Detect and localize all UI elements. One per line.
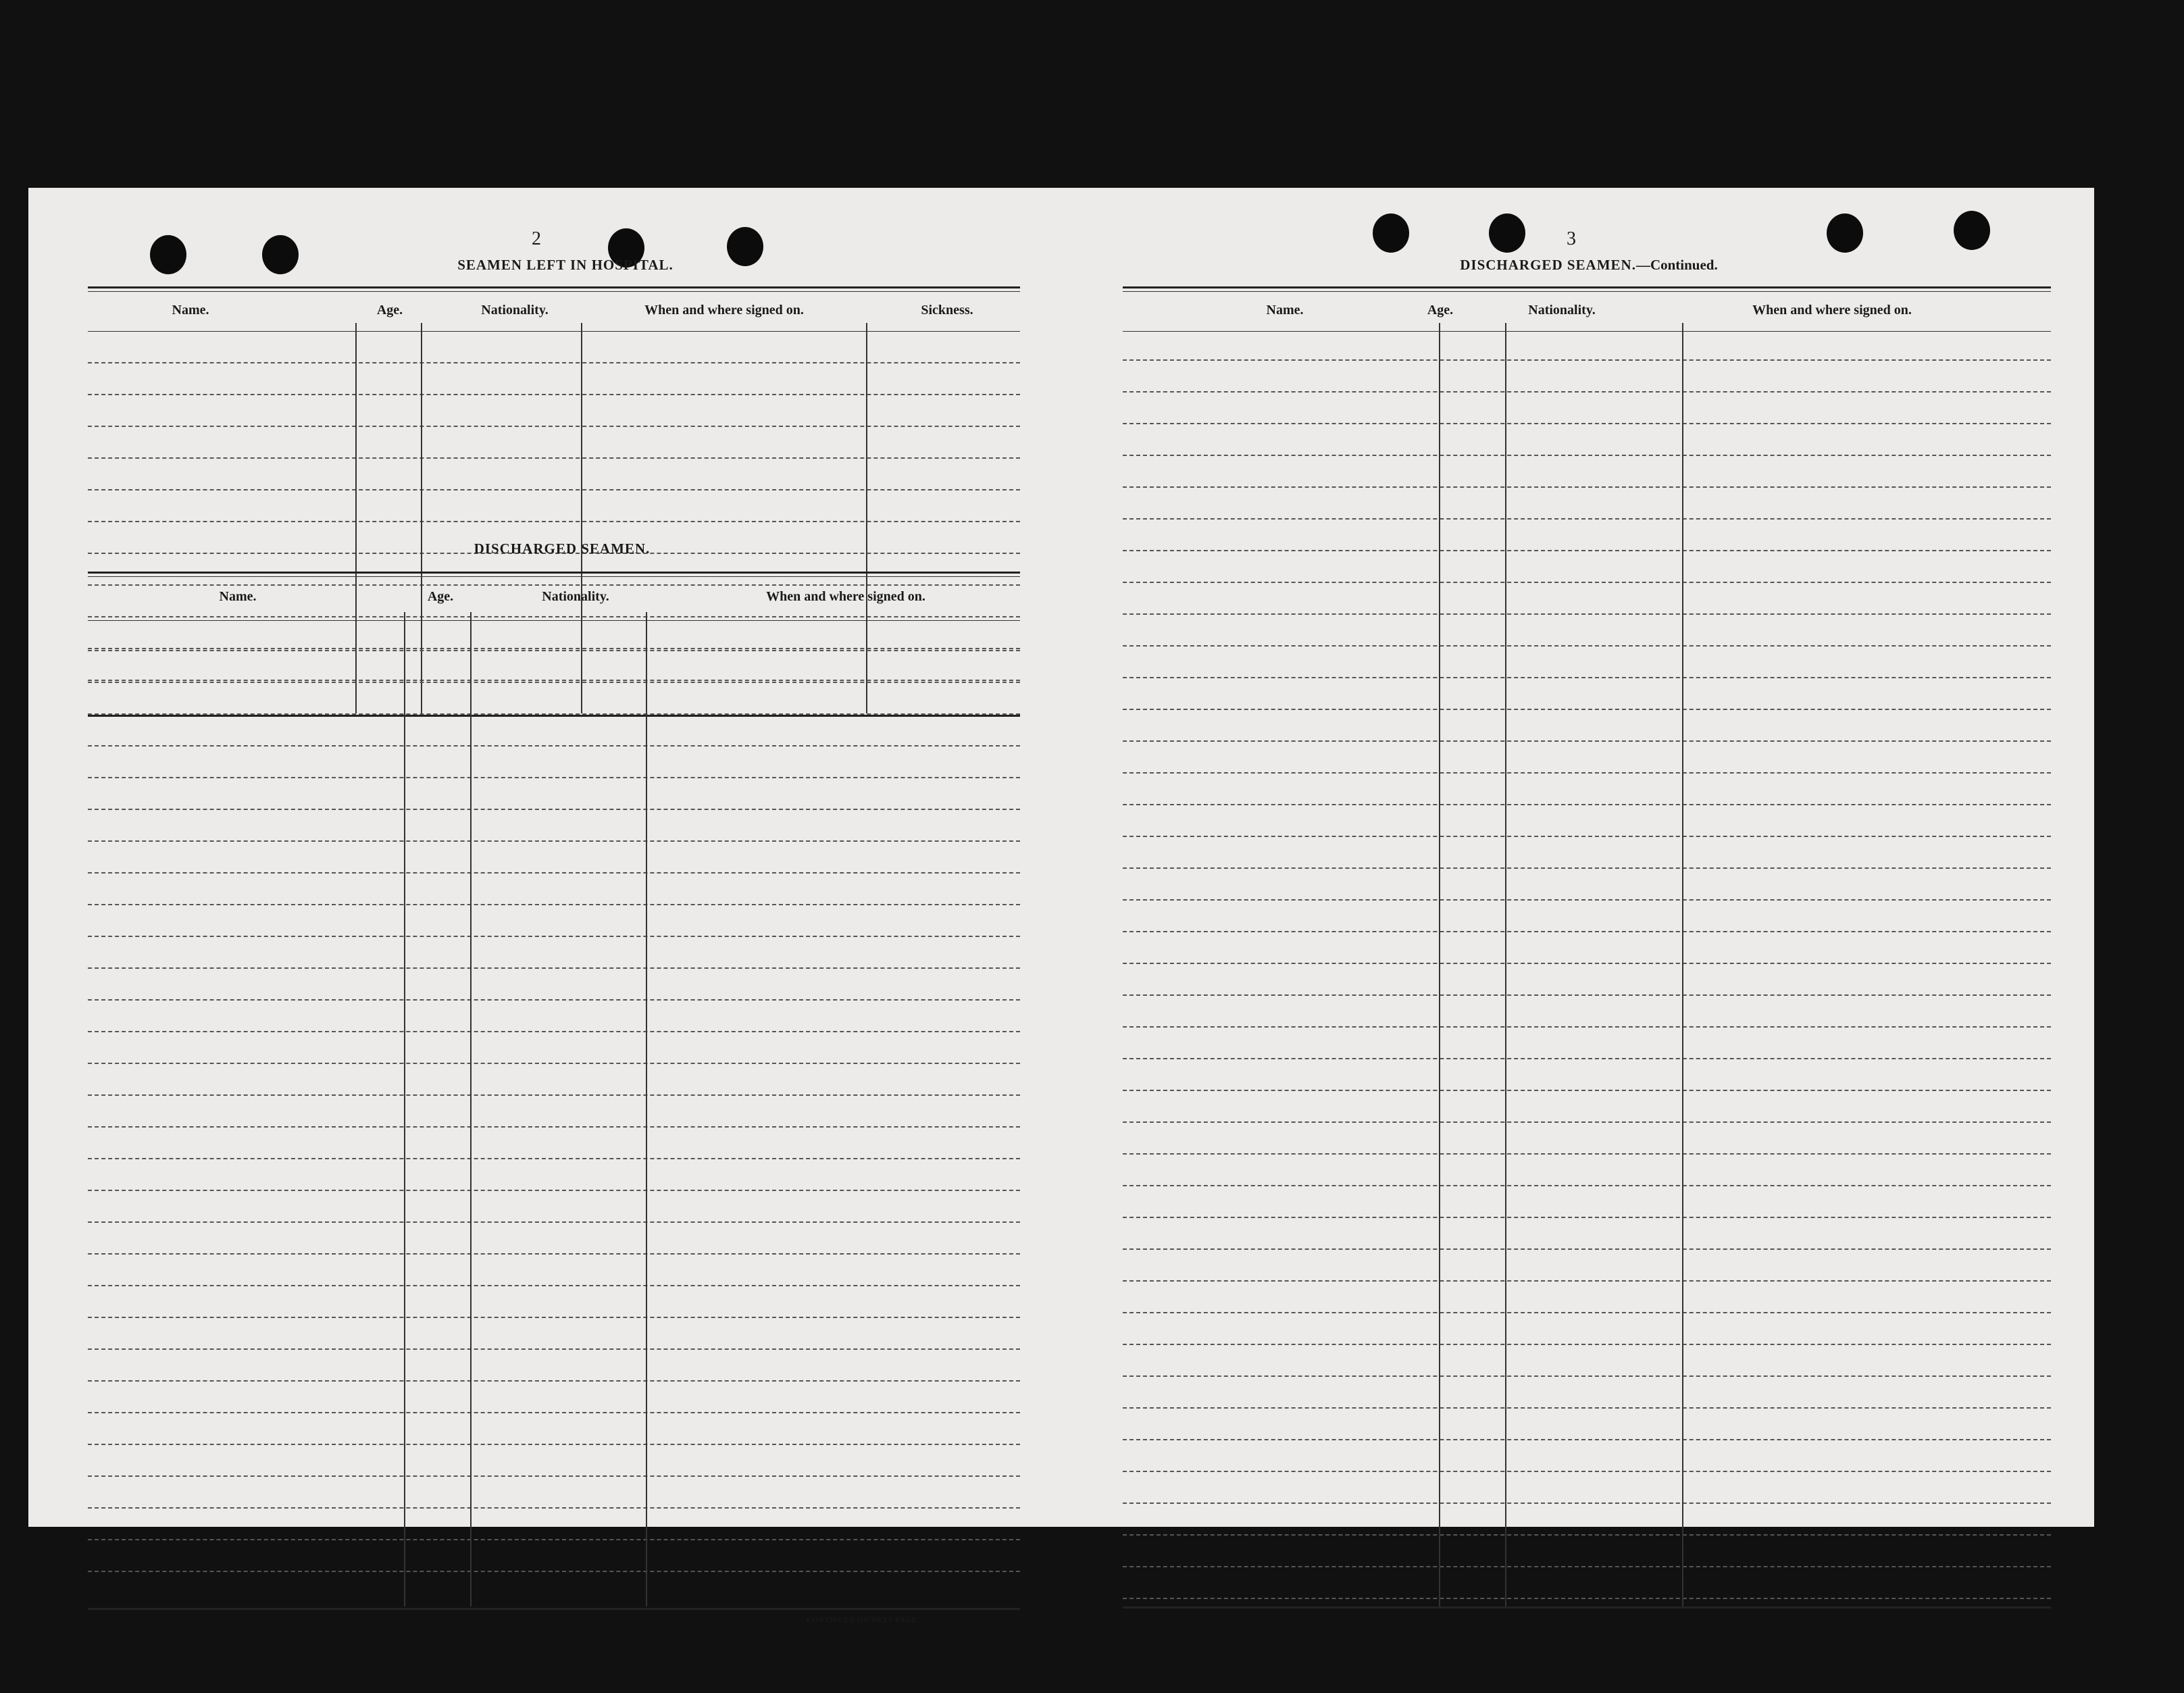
table-row-rule [1123,518,2051,520]
table-top-rule [88,576,1020,577]
header-rule [1123,331,2051,332]
table-row-rule [88,1412,1020,1413]
table-row-rule [1123,1534,2051,1536]
table-row-rule [88,1317,1020,1318]
column-header: Nationality. [481,303,549,318]
column-header: When and where signed on. [644,303,804,318]
table-row-rule [1123,1248,2051,1250]
table-row-rule [88,904,1020,905]
table-row-rule [88,1475,1020,1477]
table-row-rule [1123,423,2051,424]
column-header: Name. [172,303,209,318]
table-row-rule [1123,359,2051,361]
table-row-rule [88,967,1020,969]
table-row-rule [88,584,1020,586]
table-row-rule [1123,1375,2051,1377]
table-row-rule [1123,1566,2051,1567]
table-top-rule [1123,286,2051,288]
table-row-rule [1123,1090,2051,1091]
table-row-rule [88,682,1020,683]
table-row-rule [88,1031,1020,1032]
table-row-rule [88,745,1020,747]
table-top-rule [88,286,1020,288]
table-row-rule [88,1126,1020,1128]
punch-hole [1373,213,1409,253]
column-header: When and where signed on. [1752,303,1912,318]
table-row-rule [88,1285,1020,1286]
table-row-rule [88,362,1020,363]
table-row-rule [88,394,1020,395]
table-row-rule [1123,709,2051,710]
column-divider [646,612,647,1607]
table-row-rule [1123,1280,2051,1282]
table-row-rule [1123,963,2051,964]
table-row-rule [88,489,1020,490]
column-divider [866,323,867,713]
table-row-rule [1123,1502,2051,1504]
table-row-rule [88,872,1020,874]
table-row-rule [1123,772,2051,774]
table-row-rule [1123,836,2051,837]
section-title [1420,257,1758,274]
table-row-rule [1123,740,2051,742]
table-row-rule [88,1539,1020,1540]
section-title-suffix: —Continued. [1635,257,1718,273]
table-row-rule [88,680,1020,681]
table-row-rule [88,777,1020,778]
punch-hole [1954,211,1990,250]
table-row-rule [1123,1185,2051,1186]
table-row-rule [88,616,1020,617]
column-header: Age. [1427,303,1454,318]
table-row-rule [88,936,1020,937]
column-divider [1682,323,1683,1607]
column-header: Name. [219,589,257,604]
table-row-rule [1123,1312,2051,1313]
header-rule [88,331,1020,332]
table-top-rule [88,572,1020,574]
table-row-rule [88,457,1020,459]
table-row-rule [88,1571,1020,1572]
table-row-rule [88,1063,1020,1064]
punch-hole [1827,213,1863,253]
table-row-rule [1123,391,2051,393]
table-row-rule [1123,1439,2051,1440]
punch-hole [262,235,299,274]
column-divider [421,323,422,713]
table-row-rule [88,1444,1020,1445]
table-row-rule [88,650,1020,651]
header-rule [88,620,1020,621]
document-sheet [28,188,2094,1624]
table-row-rule [1123,931,2051,932]
table-bottom-rule [88,715,1020,717]
table-row-rule [1123,1407,2051,1409]
page-number: 2 [532,228,541,249]
table-row-rule [88,809,1020,810]
table-row-rule [88,521,1020,522]
table-row-rule [88,1507,1020,1509]
column-divider [355,323,357,713]
column-divider [581,323,582,713]
table-row-rule [88,648,1020,649]
column-header: Age. [376,303,403,318]
section-title-text: DISCHARGED SEAMEN. [1460,257,1636,273]
column-header: Nationality. [542,589,609,604]
column-header: Sickness. [921,303,973,318]
table-row-rule [1123,550,2051,551]
continued-note: CONTINUED ON NEXT PAGE. [807,1616,919,1624]
table-row-rule [1123,1153,2051,1155]
table-bottom-rule [88,1608,1020,1610]
column-divider [404,612,405,1607]
table-row-rule [1123,455,2051,456]
table-row-rule [1123,899,2051,901]
table-row-rule [88,1221,1020,1223]
table-row-rule [1123,1344,2051,1345]
table-bottom-rule [1123,1607,2051,1609]
table-row-rule [1123,1121,2051,1123]
column-divider [470,612,472,1607]
page-number: 3 [1567,228,1576,249]
column-divider [1439,323,1440,1607]
column-header: Age. [427,589,454,604]
table-row-rule [1123,613,2051,615]
table-top-rule [88,291,1020,292]
table-row-rule [1123,645,2051,647]
column-divider [1505,323,1506,1607]
column-header: When and where signed on. [766,589,925,604]
section-title: SEAMEN LEFT IN HOSPITAL. [457,257,674,273]
table-row-rule [88,1253,1020,1255]
table-row-rule [88,713,1020,715]
column-header: Name. [1266,303,1304,318]
table-row-rule [1123,677,2051,678]
table-row-rule [88,1190,1020,1191]
table-row-rule [1123,867,2051,869]
table-row-rule [1123,1217,2051,1218]
table-row-rule [88,1348,1020,1350]
table-row-rule [88,840,1020,842]
table-row-rule [1123,1058,2051,1059]
table-row-rule [1123,804,2051,805]
table-row-rule [88,1094,1020,1096]
column-header: Nationality. [1528,303,1596,318]
table-row-rule [88,426,1020,427]
punch-hole [1489,213,1525,253]
table-row-rule [1123,994,2051,996]
table-row-rule [88,1158,1020,1159]
table-row-rule [88,999,1020,1001]
table-row-rule [1123,1026,2051,1028]
table-row-rule [1123,1598,2051,1599]
table-row-rule [88,1380,1020,1382]
table-top-rule [1123,291,2051,292]
table-row-rule [1123,486,2051,488]
table-row-rule [1123,1471,2051,1472]
section-title: DISCHARGED SEAMEN. [474,540,651,557]
punch-hole [727,227,763,266]
table-row-rule [1123,582,2051,583]
punch-hole [150,235,186,274]
